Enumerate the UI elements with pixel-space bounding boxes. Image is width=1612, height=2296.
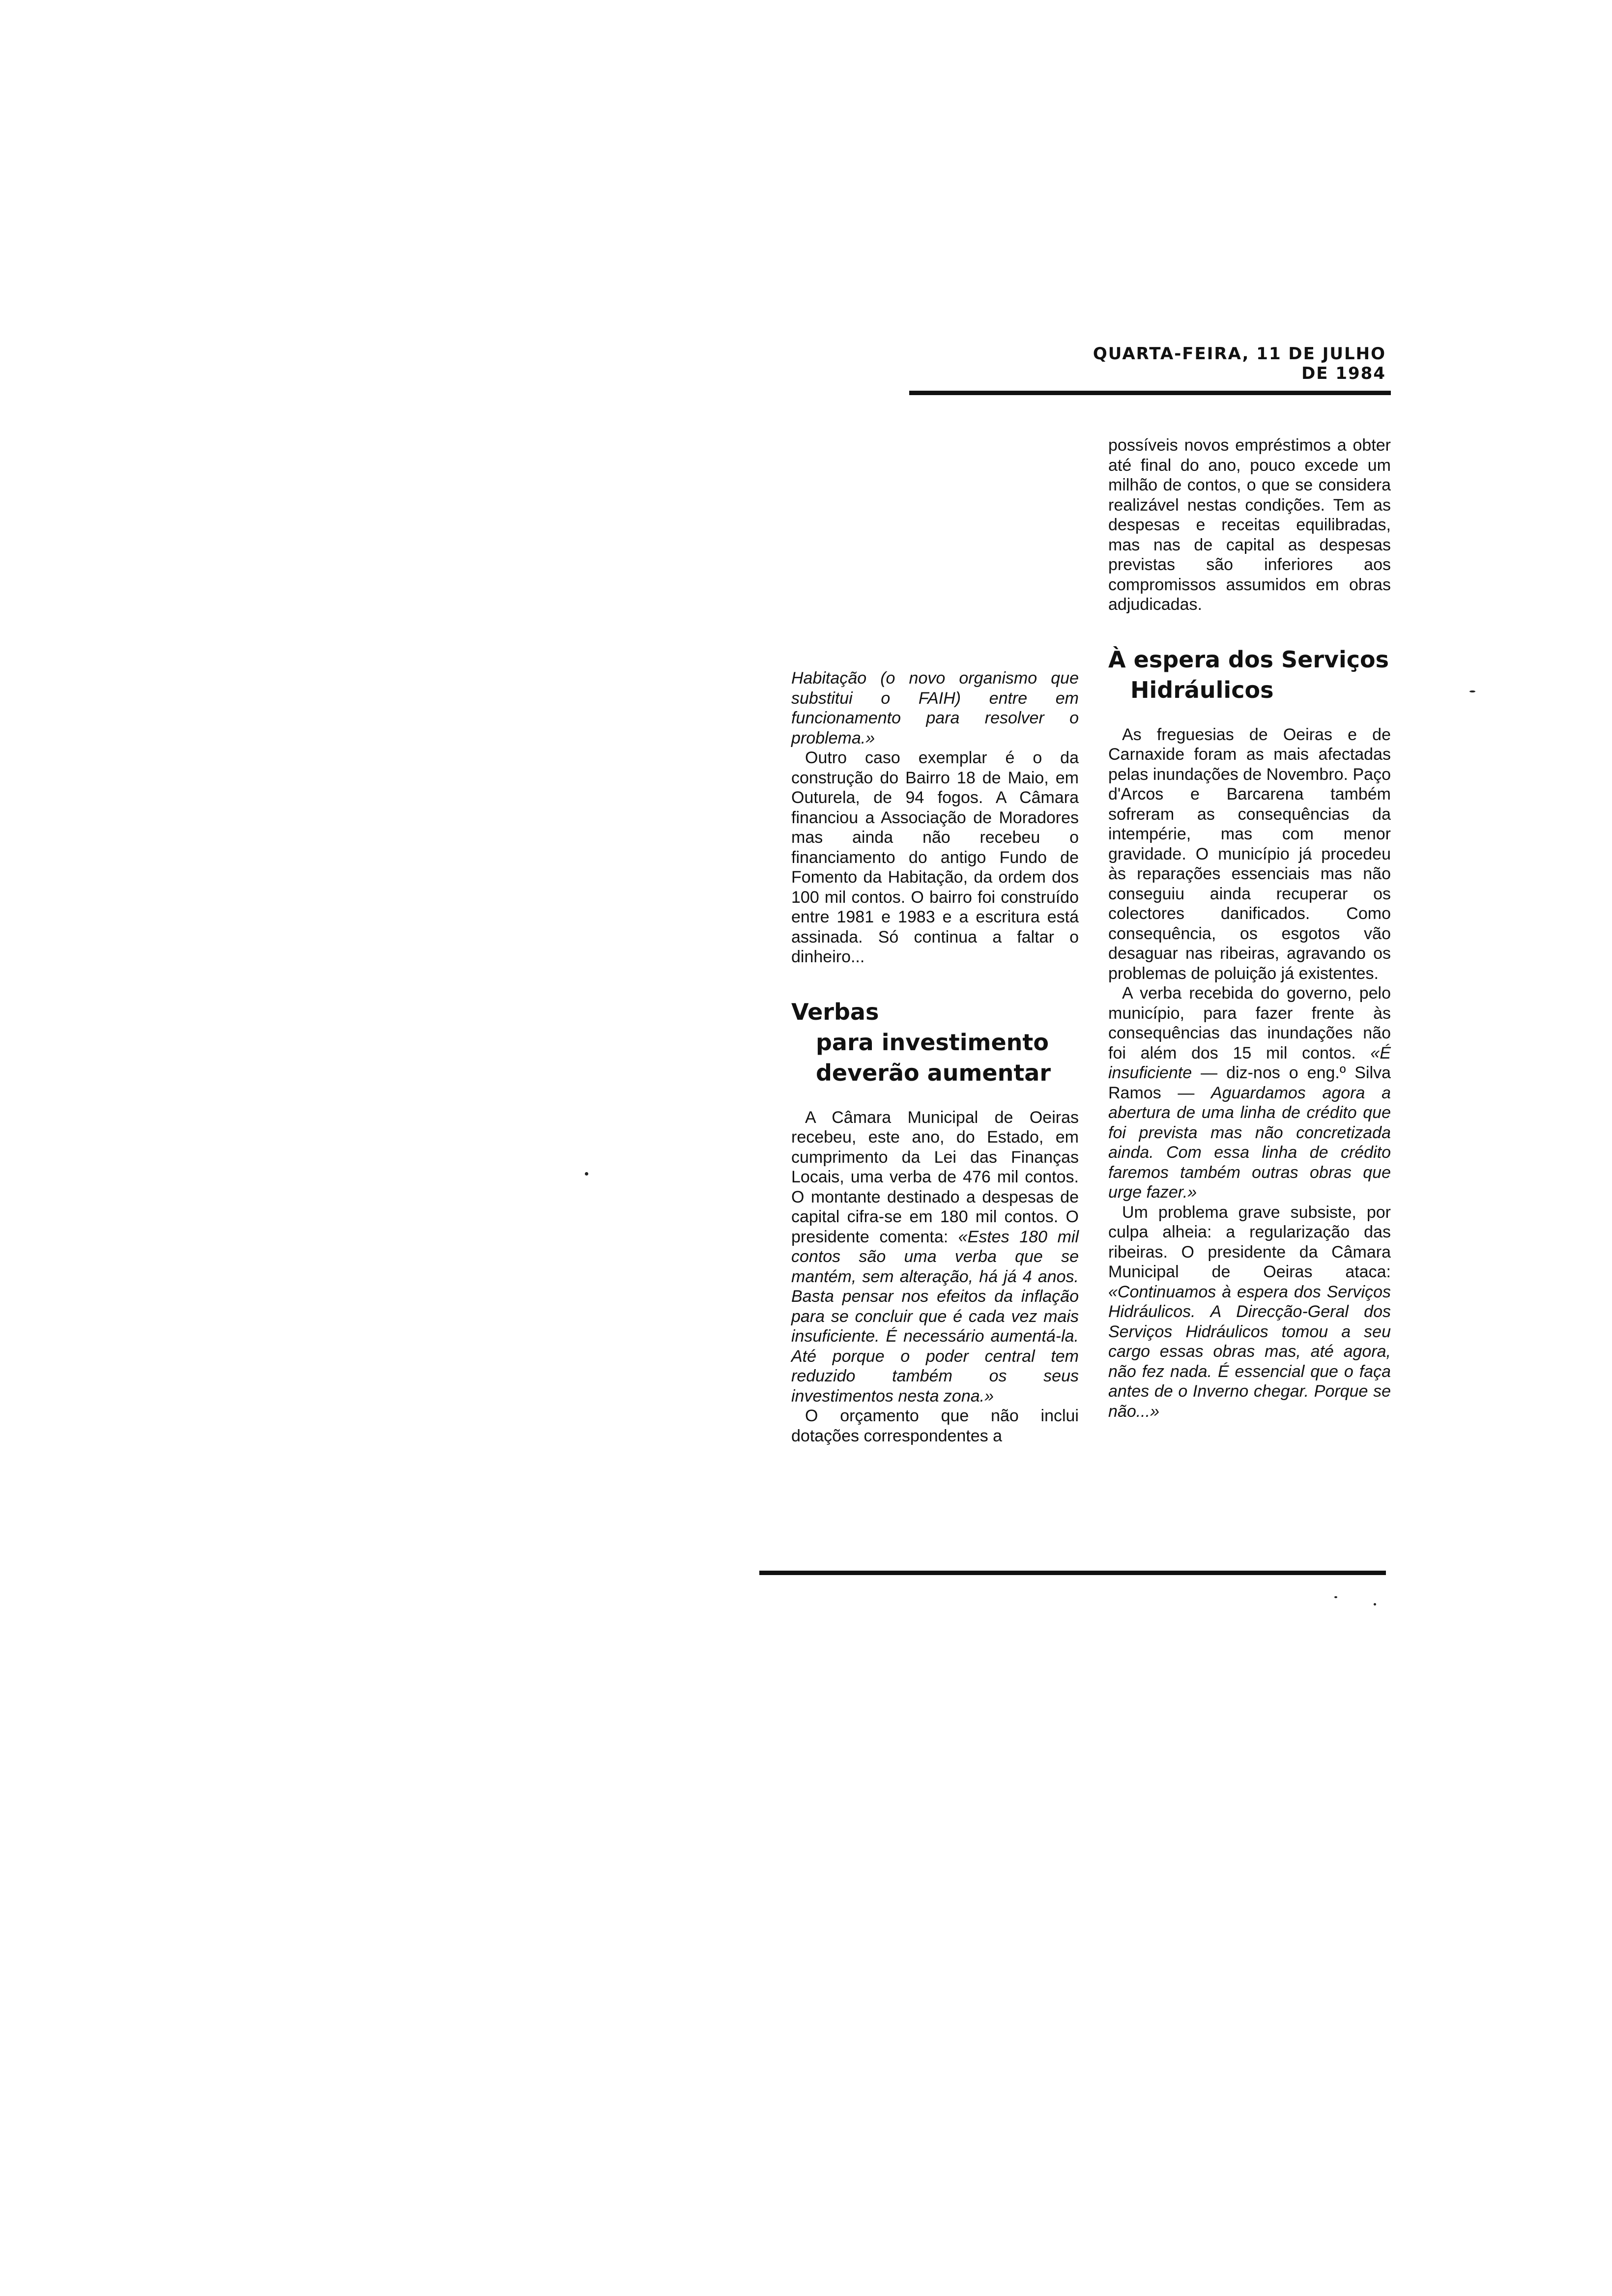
emprestimos-paragraph: possíveis novos empréstimos a obter até final do ano, pouco excede um milhão de contos, o que se considera realizável nestas condições. Tem as despesas e receitas equilibradas, mas nas de capital as despesas previstas são inferiores aos compromissos assumidos em obras adjudicadas. xyxy=(1108,436,1391,614)
problema-paragraph xyxy=(1108,1203,1391,1422)
heading-verbas-line3: deverão aumentar xyxy=(816,1059,1051,1086)
orcamento-paragraph: O orçamento que não inclui dotações correspondentes a xyxy=(791,1406,1079,1445)
left-column xyxy=(791,668,1079,1446)
verba-paragraph xyxy=(1108,983,1391,1203)
camara-paragraph xyxy=(791,1108,1079,1406)
problema-quote: «Continuamos à espera dos Serviços Hidráulicos. A Direcção-Geral dos Serviços Hidráulicos tomou a seu cargo essas obras mas, até agora, não fez nada. É essencial que o faça antes de o Inverno chegar. Porque se não...» xyxy=(1108,1282,1391,1421)
heading-servicos-hidraulicos xyxy=(1108,644,1391,705)
bottom-rule xyxy=(759,1571,1386,1575)
top-rule xyxy=(909,391,1391,395)
verba-text: A verba recebida do governo, pelo município, para fazer frente às consequências das inundações não foi além dos 15 mil contos. xyxy=(1108,984,1391,1062)
dateline: QUARTA-FEIRA, 11 DE JULHO DE 1984 xyxy=(1093,344,1386,383)
heading-verbas-line1: Verbas xyxy=(791,998,879,1025)
freguesias-paragraph: As freguesias de Oeiras e de Carnaxide foram as mais afectadas pelas inundações de Novembro. Paço d'Arcos e Barcarena também sofreram as consequências da intempérie, mas com menor gravidade. O município já procedeu às reparações essenciais mas não conseguiu ainda recuperar os colectores danificados. Como consequência, os esgotos vão desaguar nas ribeiras, agravando os problemas de poluição já existentes. xyxy=(1108,725,1391,983)
heading-verbas-line2: para investimento xyxy=(816,1029,1049,1056)
verba-quote-1: «É insuficiente xyxy=(1108,1043,1391,1082)
heading-servicos-line2: Hidráulicos xyxy=(1130,676,1274,703)
problema-text: Um problema grave subsiste, por culpa alheia: a regularização das ribeiras. O presidente da Câmara Municipal de Oeiras ataca: xyxy=(1108,1203,1391,1281)
bairro-paragraph: Outro caso exemplar é o da construção do Bairro 18 de Maio, em Outurela, de 94 fogos. A Câmara financiou a Associação de Moradores mas ainda não recebeu o financiamento do antigo Fundo de Fomento da Habitação, da ordem dos 100 mil contos. O bairro foi construído entre 1981 e 1983 e a escritura está assinada. Só continua a faltar o dinheiro... xyxy=(791,748,1079,966)
scan-speck xyxy=(1469,690,1475,692)
verba-quote-2: Aguardamos agora a abertura de uma linha de crédito que foi prevista mas não concretizada ainda. Com essa linha de crédito faremos também outras obras que urge fazer.» xyxy=(1108,1083,1391,1202)
heading-verbas xyxy=(791,997,1079,1088)
camara-quote: «Estes 180 mil contos são uma verba que se mantém, sem alteração, há já 4 anos. Basta pensar nos efeitos da inflação para se concluir que é cada vez mais insuficiente. É necessário aumentá-la. Até porque o poder central tem reduzido também os seus investimentos nesta zona.» xyxy=(791,1227,1079,1406)
intro-italic-paragraph: Habitação (o novo organismo que substitui o FAIH) entre em funcionamento para resolver o problema.» xyxy=(791,669,1079,747)
scan-speck xyxy=(1334,1596,1337,1598)
verba-attribution: — diz-nos o eng.º Silva Ramos — xyxy=(1108,1063,1391,1102)
scan-speck xyxy=(1374,1603,1376,1606)
camara-text: A Câmara Municipal de Oeiras recebeu, este ano, do Estado, em cumprimento da Lei das Finanças Locais, uma verba de 476 mil contos. O montante destinado a despesas de capital cifra-se em 180 mil contos. O presidente comenta: xyxy=(791,1108,1079,1246)
heading-servicos-line1: À espera dos Serviços xyxy=(1108,646,1389,673)
scan-speck xyxy=(585,1172,588,1176)
right-column xyxy=(1108,435,1391,1421)
